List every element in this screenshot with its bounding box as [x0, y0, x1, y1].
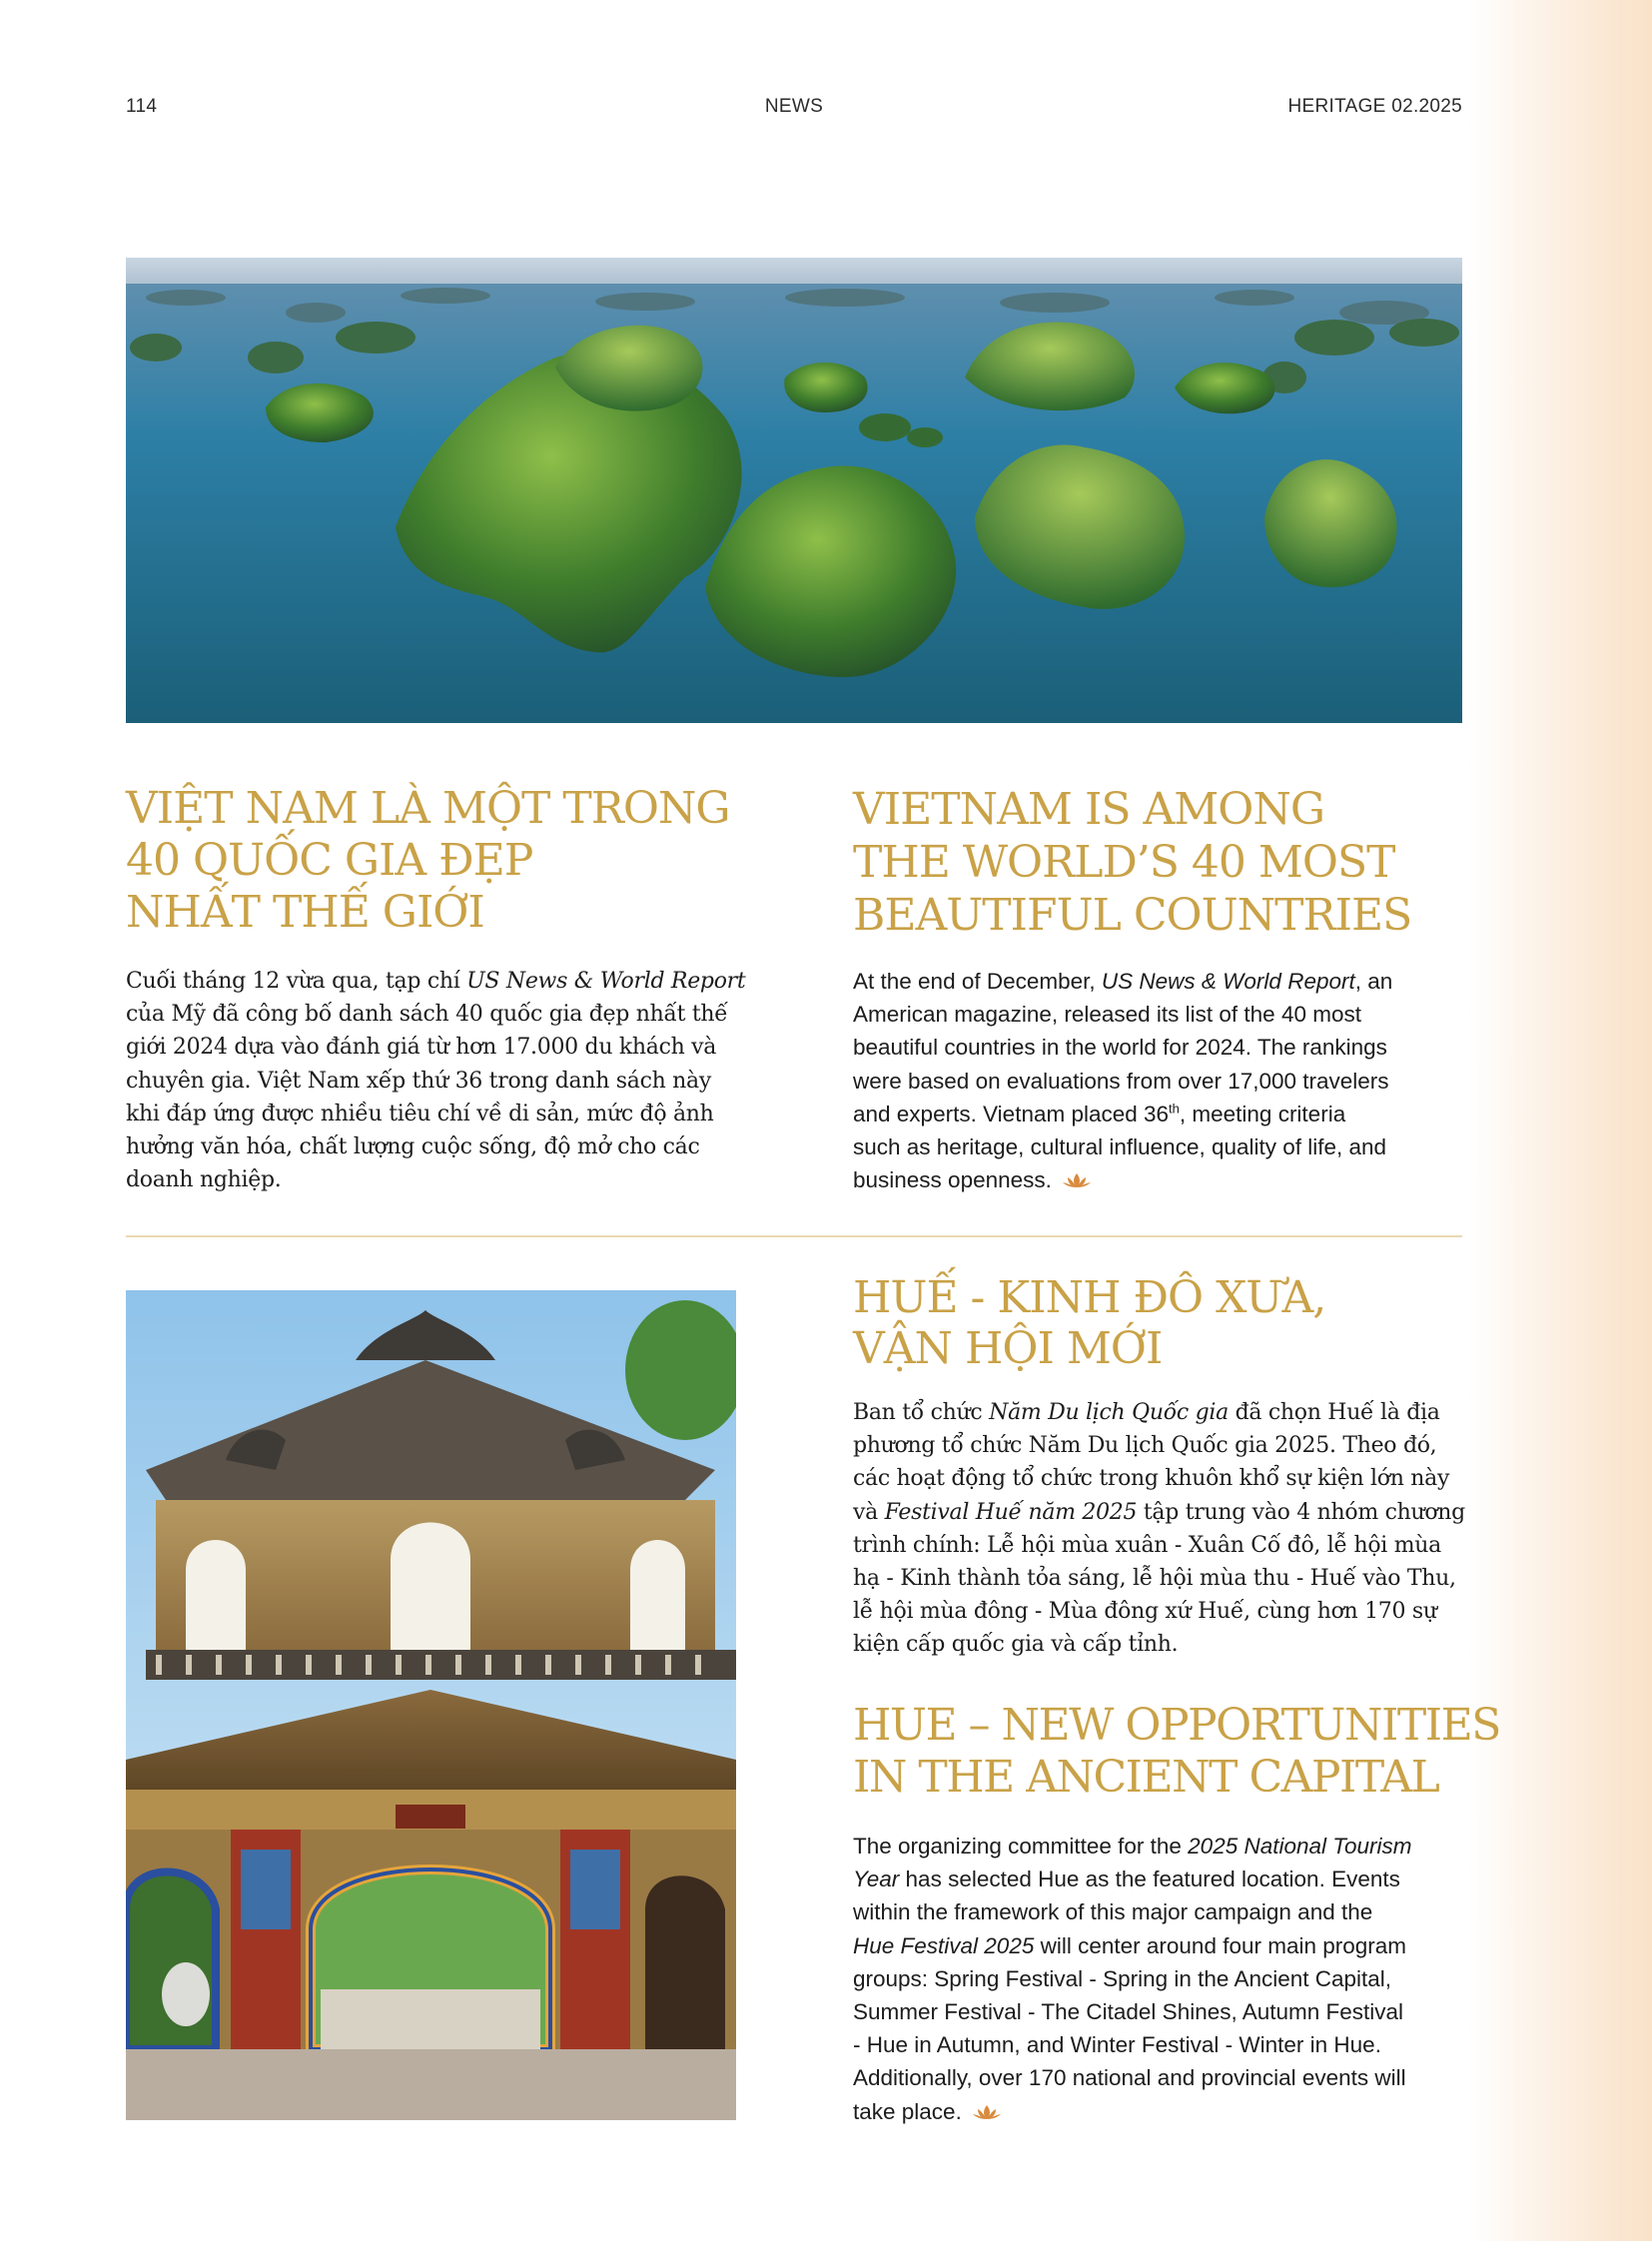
body-line: Ban tổ chức Năm Du lịch Quốc gia đã chọn Huế là địa [853, 1400, 1440, 1425]
body-line: Year has selected Hue as the featured location. Events [853, 1867, 1400, 1892]
body-line: business openness. [853, 1163, 1442, 1196]
body-line: American magazine, released its list of the 40 most [853, 1002, 1361, 1028]
title-line: IN THE ANCIENT CAPITAL [853, 1752, 1439, 1803]
article1-body-en [853, 965, 1442, 1196]
body-line: khi đáp ứng được nhiều tiêu chí về di sản, mức độ ảnh [126, 1101, 714, 1126]
article2-body-vi [853, 1396, 1465, 1662]
section-label: NEWS [764, 96, 824, 117]
title-line: 40 QUỐC GIA ĐẸP [126, 835, 533, 886]
body-line: và Festival Huế năm 2025 tập trung vào 4 nhóm chương [853, 1499, 1465, 1525]
body-line: groups: Spring Festival - Spring in the Ancient Capital, [853, 1965, 1392, 1991]
body-line: within the framework of this major campaign and the [853, 1899, 1373, 1925]
ha-long-bay-illustration [126, 258, 1462, 723]
body-line: các hoạt động tổ chức trong khuôn khổ sự kiện lớn này [853, 1466, 1450, 1492]
hue-gate-illustration [126, 1290, 736, 2120]
body-line: giới 2024 dựa vào đánh giá từ hơn 17.000 du khách và [126, 1035, 717, 1061]
hue-gate-photo [126, 1290, 736, 2120]
body-line: lễ hội mùa đông - Mùa đông xứ Huế, cùng hơn 170 sự [853, 1599, 1437, 1625]
body-line: such as heritage, cultural influence, quality of life, and [853, 1134, 1387, 1160]
page-number: 114 [126, 96, 158, 117]
body-line: take place. [853, 2095, 1452, 2128]
issue-label: HERITAGE 02.2025 [1287, 96, 1462, 117]
body-line: beautiful countries in the world for 2024. The rankings [853, 1035, 1387, 1061]
title-line: VẬN HỘI MỚI [853, 1323, 1163, 1374]
title-line: NHẤT THẾ GIỚI [126, 887, 484, 938]
body-line: Summer Festival - The Citadel Shines, Autumn Festival [853, 1999, 1404, 2025]
title-line: THE WORLD’S 40 MOST [853, 837, 1395, 888]
title-line: VIETNAM IS AMONG [853, 784, 1324, 835]
body-line: - Hue in Autumn, and Winter Festival - Winter in Hue. [853, 2032, 1381, 2058]
body-line: Cuối tháng 12 vừa qua, tạp chí US News & World Report [126, 969, 746, 994]
lotus-icon [972, 2103, 1002, 2121]
body-line: hạ - Kinh thành tỏa sáng, lễ hội mùa thu - Huế vào Thu, [853, 1566, 1456, 1592]
body-line: trình chính: Lễ hội mùa xuân - Xuân Cố đô, lễ hội mùa [853, 1532, 1441, 1558]
body-line: The organizing committee for the 2025 National Tourism [853, 1834, 1412, 1859]
body-line: doanh nghiệp. [126, 1167, 282, 1193]
lotus-icon [1062, 1171, 1092, 1189]
title-line: HUE – NEW OPPORTUNITIES [853, 1700, 1500, 1751]
body-line: were based on evaluations from over 17,000 travelers [853, 1068, 1389, 1094]
section-divider [126, 1235, 1462, 1237]
body-line: hưởng văn hóa, chất lượng cuộc sống, độ mở cho các [126, 1134, 700, 1160]
article2-title-en [853, 1700, 1500, 1804]
article1-body-vi [126, 965, 746, 1196]
body-line: phương tổ chức Năm Du lịch Quốc gia 2025. Theo đó, [853, 1433, 1437, 1459]
body-line: kiện cấp quốc gia và cấp tỉnh. [853, 1632, 1179, 1658]
body-line: At the end of December, US News & World Report, an [853, 969, 1393, 994]
article2-title-vi [853, 1272, 1472, 1374]
body-line: Hue Festival 2025 will center around four main program [853, 1932, 1407, 1958]
title-line: HUẾ - KINH ĐÔ XƯA, [853, 1272, 1326, 1323]
body-line: của Mỹ đã công bố danh sách 40 quốc gia đẹp nhất thế [126, 1002, 728, 1028]
article2-body-en [853, 1830, 1452, 2128]
body-line: and experts. Vietnam placed 36th, meeting criteria [853, 1101, 1346, 1126]
article1-title-en [853, 783, 1472, 942]
body-line: chuyên gia. Việt Nam xếp thứ 36 trong danh sách này [126, 1068, 711, 1094]
title-line: VIỆT NAM LÀ MỘT TRONG [126, 783, 730, 834]
ha-long-bay-photo [126, 258, 1462, 723]
title-line: BEAUTIFUL COUNTRIES [853, 890, 1412, 941]
body-line: Additionally, over 170 national and provincial events will [853, 2065, 1406, 2091]
article1-title-vi [126, 783, 765, 939]
